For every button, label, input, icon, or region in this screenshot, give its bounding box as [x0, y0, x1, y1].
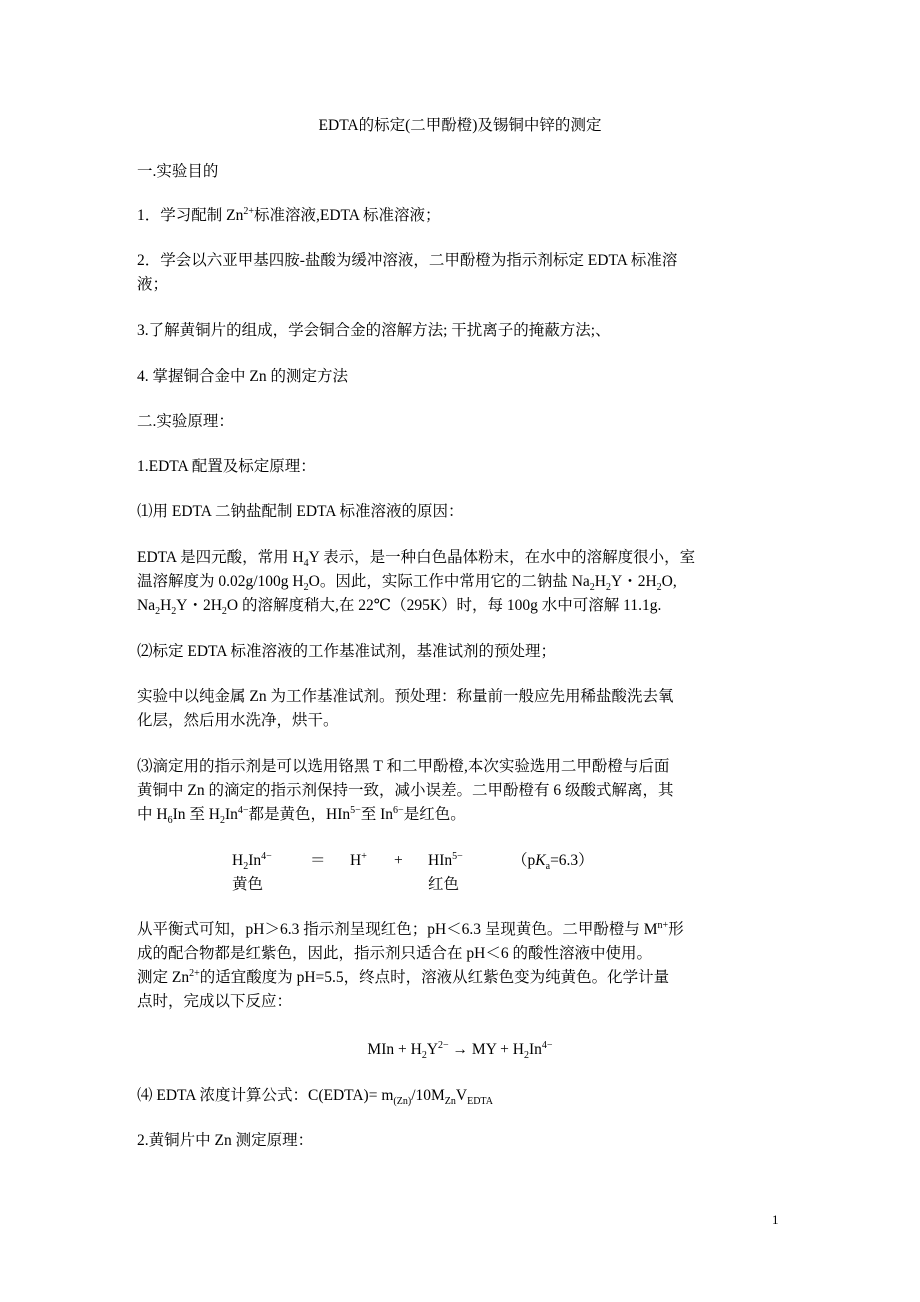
- superscript: 4−: [237, 804, 249, 816]
- eq-left: [232, 849, 272, 873]
- subscript: 2: [589, 582, 595, 594]
- text-run: 的适宜酸度为 pH=5.5，终点时，溶液从红紫色变为纯黄色。化学计量: [199, 969, 670, 986]
- eq-pka: [512, 849, 594, 873]
- text-run: 化层，然后用水洗净，烘干。: [137, 712, 339, 729]
- text-run: 成的配合物都是红紫色，因此，指示剂只适合在 pH＜6 的酸性溶液中使用。: [137, 945, 652, 962]
- text-run: Y・2H: [176, 597, 222, 614]
- text-run: 3.了解黄铜片的组成，学会铜合金的溶解方法; 干扰离子的掩蔽方法;、: [137, 322, 611, 339]
- pretreatment-paragraph: [137, 685, 787, 733]
- subscript: 4: [303, 558, 309, 570]
- subscript: 2: [155, 606, 161, 618]
- superscript: 4−: [261, 850, 272, 862]
- edta-paragraph: [137, 546, 787, 618]
- text-run: H: [160, 597, 172, 614]
- subscript: a: [545, 861, 551, 873]
- text-run: ⑵标定 EDTA 标准溶液的工作基准试剂，基准试剂的预处理；: [137, 643, 556, 660]
- reaction-equation: [0, 1038, 920, 1062]
- subscript: 2: [524, 1050, 529, 1062]
- item-2-heading: [137, 640, 787, 664]
- text-run: 从平衡式可知，pH＞6.3 指示剂呈现红色；pH＜6.3 呈现黄色。二甲酚橙与 M: [137, 921, 658, 938]
- document-title: EDTA的标定(二甲酚橙)及锡铜中锌的测定: [318, 117, 602, 134]
- formula-line: [137, 1084, 787, 1108]
- text-run: 2.黄铜片中 Zn 测定原理：: [137, 1132, 314, 1149]
- subscript: 2: [303, 582, 309, 594]
- text-run: 液；: [137, 276, 169, 293]
- text-run: 都是黄色，HIn: [248, 806, 351, 823]
- text-run: 点时，完成以下反应：: [137, 993, 293, 1010]
- subscript: (Zn): [393, 1096, 412, 1108]
- text-run: V: [455, 1087, 468, 1104]
- ph-paragraph: [137, 918, 787, 1014]
- eq-plus: +: [394, 852, 403, 869]
- text-run: O 的溶解度稍大,在 22℃（295K）时，每 100g 水中可溶解 11.1g.: [226, 597, 662, 614]
- text-run: K: [535, 852, 546, 869]
- text-run: 至 In: [360, 806, 394, 823]
- subscript: Zn: [444, 1096, 456, 1108]
- superscript: n+: [657, 919, 669, 931]
- subscript: 2: [656, 582, 662, 594]
- purpose-item-3: [137, 319, 787, 343]
- text-run: 一.实验目的: [137, 163, 219, 180]
- text-run: =6.3）: [550, 852, 594, 869]
- text-run: Na: [137, 597, 156, 614]
- subscript: 2: [421, 1050, 427, 1062]
- text-run: In 至 H: [172, 806, 220, 823]
- text-run: 1.EDTA 配置及标定原理：: [137, 458, 316, 475]
- superscript: 5−: [350, 804, 361, 816]
- text-run: 中 H: [137, 806, 168, 823]
- subscript: 2: [221, 606, 227, 618]
- text-run: H: [232, 852, 244, 869]
- text-run: Y: [426, 1041, 439, 1058]
- text-run: H: [350, 852, 362, 869]
- text-run: EDTA 是四元酸，常用 H: [137, 549, 304, 566]
- subheading-edta: [137, 455, 787, 479]
- superscript: 6−: [393, 804, 404, 816]
- text-run: O,: [661, 573, 677, 590]
- text-run: Y・2H: [611, 573, 657, 590]
- text-run: 实验中以纯金属 Zn 为工作基准试剂。预处理：称量前一般应先用稀盐酸洗去氧: [137, 688, 674, 705]
- purpose-item-1: [137, 204, 787, 228]
- text-run: （p: [512, 852, 536, 869]
- indicator-paragraph: [137, 755, 787, 827]
- page-number: 1: [772, 1212, 779, 1227]
- superscript: 2−: [438, 1039, 449, 1051]
- item-1-heading: [137, 500, 787, 524]
- eq-right-color: 红色: [428, 876, 460, 893]
- text-run: → MY + H: [448, 1041, 524, 1058]
- text-run: 标准溶液,EDTA 标准溶液；: [253, 207, 441, 224]
- superscript: 4−: [541, 1039, 553, 1051]
- text-run: In: [529, 1041, 542, 1058]
- text-run: Y 表示，是一种白色晶体粉末，在水中的溶解度很小，室: [308, 549, 696, 566]
- text-run: MIn + H: [367, 1041, 422, 1058]
- text-run: 2．学会以六亚甲基四胺-盐酸为缓冲溶液，二甲酚橙为指示剂标定 EDTA 标准溶: [137, 252, 678, 269]
- text-run: 黄铜中 Zn 的滴定的指示剂保持一致，减小误差。二甲酚橙有 6 级酸式解离，其: [137, 782, 674, 799]
- text-run: O。因此，实际工作中常用它的二钠盐 Na: [308, 573, 590, 590]
- text-run: ⑷ EDTA 浓度计算公式：C(EDTA)= m: [137, 1087, 394, 1104]
- text-run: In: [248, 852, 262, 869]
- superscript: 5−: [452, 850, 463, 862]
- text-run: In: [224, 806, 238, 823]
- eq-right: [428, 849, 463, 873]
- text-run: H: [594, 573, 606, 590]
- subscript: 2: [606, 582, 611, 594]
- purpose-item-2: [137, 249, 787, 297]
- superscript: 2+: [189, 967, 200, 979]
- text-run: 测定 Zn: [137, 969, 190, 986]
- text-run: 1．学习配制 Zn: [137, 207, 244, 224]
- subscript: EDTA: [467, 1096, 493, 1108]
- equilibrium-equation: [232, 849, 882, 897]
- eq-left-color: 黄色: [232, 876, 264, 893]
- subheading-zn: [137, 1129, 787, 1153]
- superscript: 2+: [243, 205, 254, 217]
- superscript: +: [361, 850, 367, 862]
- subscript: 6: [167, 815, 173, 827]
- eq-equals: ＝: [310, 852, 326, 869]
- section-heading-principle: [137, 410, 787, 434]
- text-run: HIn: [428, 852, 453, 869]
- section-heading-purpose: [137, 160, 787, 184]
- subscript: 2: [243, 861, 249, 873]
- text-run: ⑴用 EDTA 二钠盐配制 EDTA 标准溶液的原因：: [137, 503, 464, 520]
- subscript: 2: [219, 815, 225, 827]
- text-run: 4. 掌握铜合金中 Zn 的测定方法: [137, 368, 348, 385]
- text-run: /10M: [411, 1087, 445, 1104]
- eq-h: [350, 849, 367, 873]
- purpose-item-4: [137, 365, 787, 389]
- text-run: ⑶滴定用的指示剂是可以选用铬黑 T 和二甲酚橙,本次实验选用二甲酚橙与后面: [137, 758, 670, 775]
- text-run: 形: [668, 921, 684, 938]
- subscript: 2: [171, 606, 177, 618]
- text-run: 是红色。: [403, 806, 466, 823]
- text-run: 二.实验原理：: [137, 413, 234, 430]
- text-run: 温溶解度为 0.02g/100g H: [137, 573, 304, 590]
